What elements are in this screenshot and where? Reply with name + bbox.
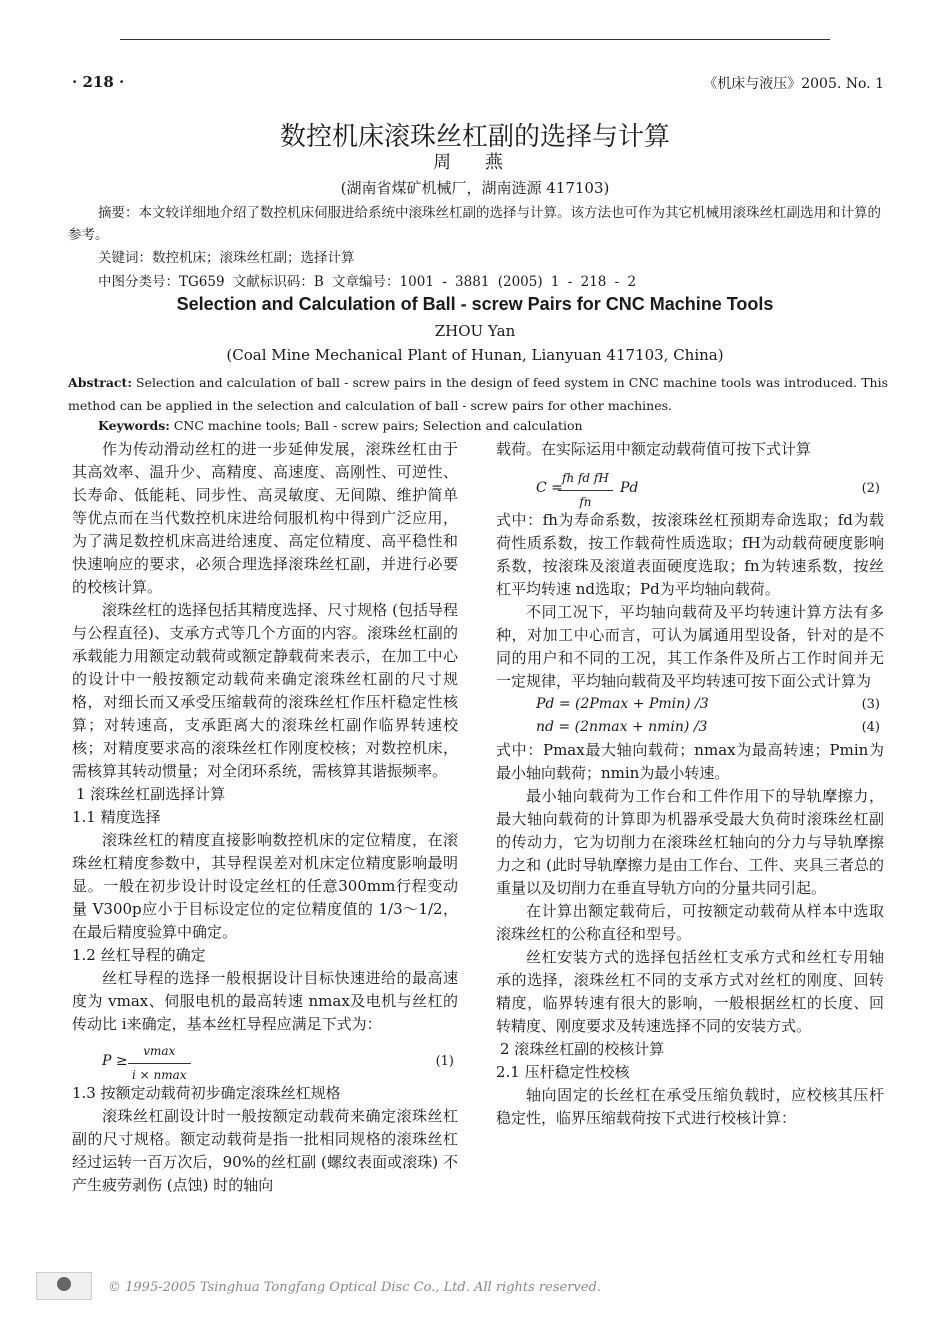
paragraph: 作为传动滑动丝杠的进一步延伸发展，滚珠丝杠由于其高效率、温升少、高精度、高速度、高刚性、可逆性、长寿命、低能耗、同步性、高灵敏度、无间隙、维护简单等优点而在当代数控机床进给伺服机构中得到广泛应用，为了满足数控机床高进给速度、高定位精度、高平稳性和快速响应的要求，必须合理选择滚珠丝杠副，并进行必要的校核计算。 — [72, 440, 458, 596]
paragraph: 丝杠导程的选择一般根据设计目标快速进给的最高速度为 vmax、伺服电机的最高转速 nmax及电机与丝杠的传动比 i来确定，基本丝杠导程应满足下式为： — [72, 969, 458, 1033]
formula-4 — [496, 716, 884, 739]
subsection-heading: 1.3 按额定动载荷初步确定滚珠丝杠规格 — [72, 1084, 341, 1102]
paragraph: 式中：Pmax最大轴向载荷；nmax为最高转速；Pmin为最小轴向载荷；nmin为最小转速。 — [496, 741, 884, 782]
formula-2 — [496, 461, 884, 509]
paragraph: 最小轴向载荷为工作台和工件作用下的导轨摩擦力，最大轴向载荷的计算即为机器承受最大负荷时滚珠丝杠副的传动力，它为切削力在滚珠丝杠轴向的分力与导轨摩擦力之和 (此时导轨摩擦力是由工作台、工件、夹具三者总的重量以及切削力在垂直导轨方向的分量共同引起。 — [496, 787, 884, 897]
paragraph: 滚珠丝杠副设计时一般按额定动载荷来确定滚珠丝杠副的尺寸规格。额定动载荷是指一批相同规格的滚珠丝杠经过运转一百万次后，90%的丝杠副 (螺纹表面或滚珠) 不产生疲劳剥伤 (点蚀) 时的轴向 — [72, 1107, 458, 1194]
abstract-english-text: Selection and calculation of ball - screw pairs in the design of feed system in CNC machine tools was introduced. This method can be applied in the selection and calculation of ball - screw pairs for other machines. — [68, 375, 888, 413]
section-heading: 1 滚珠丝杠副选择计算 — [76, 785, 226, 803]
formula-2-number: (2) — [861, 481, 880, 496]
publisher-logo-icon — [36, 1272, 92, 1300]
formula-1-number: (1) — [435, 1054, 454, 1069]
abstract-english-label: Abstract: — [68, 375, 132, 390]
paragraph: 滚珠丝杠的选择包括其精度选择、尺寸规格 (包括导程与公程直径)、支承方式等几个方面的内容。滚珠丝杠副的承载能力用额定动载荷或额定静载荷来表示，在加工中心的设计中一般按额定动载荷来确定滚珠丝杠副的尺寸规格，对细长而又承受压缩载荷的滚珠丝杠作压杆稳定性核算；对转速高，支承距离大的滚珠丝杠副作临界转速校核；对精度要求高的滚珠丝杠作刚度校核；对数控机床，需核算其转动惯量；对全闭环系统，需核算其谐振频率。 — [72, 601, 458, 780]
keywords-chinese: 关键词：数控机床；滚珠丝杠副；选择计算 — [98, 250, 355, 266]
formula-3-number: (3) — [861, 697, 880, 712]
formula-2-numerator: fh fd fH — [558, 467, 613, 491]
title-chinese: 数控机床滚珠丝杠副的选择与计算 — [279, 122, 670, 152]
section-heading: 2 滚珠丝杠副的校核计算 — [500, 1040, 665, 1058]
copyright-footer: © 1995-2005 Tsinghua Tongfang Optical Disc Co., Ltd. All rights reserved. — [108, 1280, 601, 1295]
formula-3 — [496, 693, 884, 716]
paragraph: 在计算出额定载荷后，可按额定动载荷从样本中选取滚珠丝杠的公称直径和型号。 — [496, 902, 884, 943]
keywords-english — [98, 418, 583, 433]
formula-4-number: (4) — [861, 720, 880, 735]
formula-3-expr: Pd = (2Pmax + Pmin) /3 — [536, 696, 709, 712]
keywords-english-label: Keywords: — [98, 418, 170, 433]
affiliation-chinese: (湖南省煤矿机械厂，湖南涟源 417103) — [340, 179, 610, 197]
paragraph: 丝杠安装方式的选择包括丝杠支承方式和丝杠专用轴承的选择，滚珠丝杠不同的支承方式对丝杠的刚度、回转精度，临界转速有很大的影响，一般根据丝杠的长度、回转精度、刚度要求及转速选择不同的安装方式。 — [496, 948, 884, 1035]
formula-1-fraction — [128, 1040, 191, 1087]
abstract-chinese: 摘要：本文较详细地介绍了数控机床伺服进给系统中滚珠丝杠副的选择与计算。该方法也可作为其它机械用滚珠丝杠副选用和计算的参考。 — [68, 205, 881, 243]
page-number: · 218 · — [72, 73, 125, 91]
formula-2-denominator: fn — [579, 495, 592, 509]
paragraph: 轴向固定的长丝杠在承受压缩负载时，应校核其压杆稳定性，临界压缩载荷按下式进行校核计算： — [496, 1086, 884, 1127]
abstract-english — [68, 371, 888, 417]
paragraph: 滚珠丝杠的精度直接影响数控机床的定位精度，在滚珠丝杠精度参数中，其导程误差对机床定位精度影响最明显。一般在初步设计时设定丝杠的任意300mm行程变动量 V300p应小于目标设定位的定位精度值的 1/3～1/2，在最后精度验算中确定。 — [72, 831, 458, 941]
subsection-heading: 1.2 丝杠导程的确定 — [72, 946, 206, 964]
journal-name: 《机床与液压》2005. No. 1 — [703, 76, 884, 92]
affiliation-english: (Coal Mine Mechanical Plant of Hunan, Lianyuan 417103, China) — [226, 346, 724, 364]
formula-1-lhs: P ≥ — [102, 1053, 128, 1069]
subsection-heading: 2.1 压杆稳定性校核 — [496, 1063, 630, 1081]
paragraph: 载荷。在实际运用中额定动载荷值可按下式计算 — [496, 440, 812, 458]
formula-1 — [72, 1036, 458, 1082]
keywords-english-text: CNC machine tools; Ball - screw pairs; Selection and calculation — [169, 418, 583, 433]
formula-2-lhs: C = — [536, 480, 563, 496]
subsection-heading: 1.1 精度选择 — [72, 808, 161, 826]
top-rule — [120, 39, 830, 40]
formula-2-fraction — [558, 467, 613, 514]
title-english: Selection and Calculation of Ball - screw Pairs for CNC Machine Tools — [176, 294, 774, 314]
formula-2-rhs: Pd — [620, 480, 639, 496]
right-column — [496, 438, 884, 1130]
author-chinese: 周 燕 — [433, 152, 517, 173]
paragraph: 式中：fh为寿命系数，按滚珠丝杠预期寿命选取；fd为载荷性质系数，按工作载荷性质选取；fH为动载荷硬度影响系数，按滚珠及滚道表面硬度选取；fn为转速系数，按丝杠平均转速 nd选取；Pd为平均轴向载荷。 — [496, 511, 884, 598]
paragraph: 不同工况下，平均轴向载荷及平均转速计算方法有多种，对加工中心而言，可认为属通用型设备，针对的是不同的用户和不同的工况，其工作条件及所占工作时间并无一定规律，平均轴向载荷及平均转速可按下面公式计算为 — [496, 603, 884, 690]
author-english: ZHOU Yan — [434, 322, 516, 340]
formula-1-denominator: i × nmax — [132, 1068, 187, 1082]
classification-chinese: 中图分类号：TG659 文献标识码：B 文章编号：1001 - 3881 (2005) 1 - 218 - 2 — [98, 274, 637, 290]
formula-1-numerator: vmax — [128, 1040, 191, 1064]
formula-4-expr: nd = (2nmax + nmin) /3 — [536, 719, 708, 735]
left-column — [72, 438, 458, 1197]
